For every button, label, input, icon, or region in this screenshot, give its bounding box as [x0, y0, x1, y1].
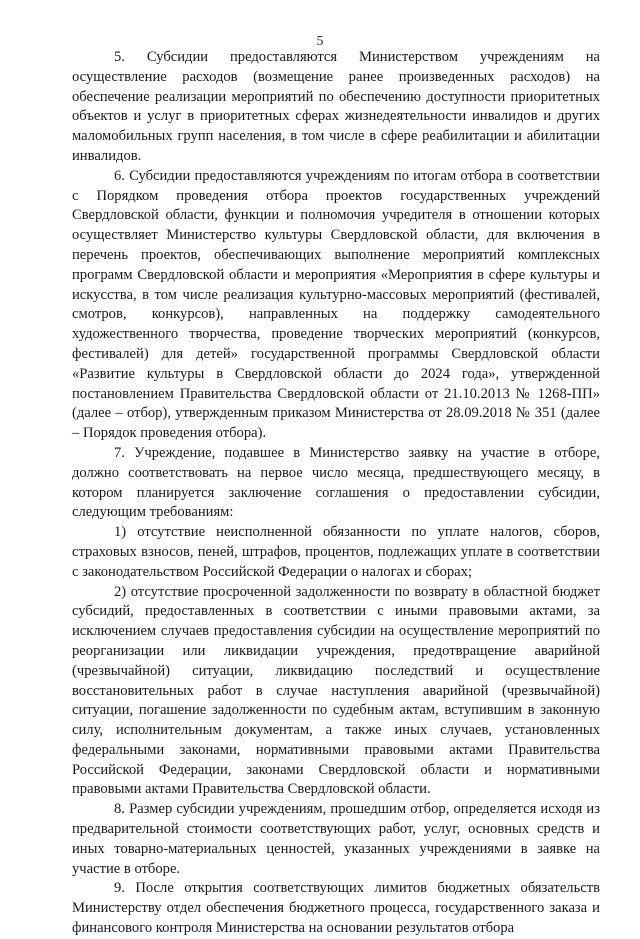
paragraph-8: 8. Размер субсидии учреждениям, прошедшим отбор, определяется исходя из предварительной стоимости соответствующих работ, услуг, основных средств и иных товарно-материальных ценностей, указанных учреждениями в заявке на участие в отборе.: [72, 801, 600, 877]
paragraph-7-item-2: 2) отсутствие просроченной задолженности по возврату в областной бюджет субсидий, предоставленных в соответствии с иными правовыми актами, за исключением случаев предоставления субсидии на осуществление мероприятий по реорганизации или ликвидации учреждения, предотвращение аварийной (чрезвычайной) ситуации, ликвидацию последствий и осуществление восстановительных работ в случае наступления аварийной (чрезвычайной) ситуации, погашение задолженности по судебным актам, вступившим в законную силу, исполнительным документам, а также иных случаев, установленных федеральными законами, нормативными правовыми актами Правительства Российской Федерации, законами Свердловской области и нормативными правовыми актами Правительства Свердловской области.: [72, 583, 600, 798]
paragraph-5: 5. Субсидии предоставляются Министерством учреждениям на осуществление расходов (возмещение ранее произведенных расходов) на обеспечение реализации мероприятий по обеспечению доступности приоритетных объектов и услуг в приоритетных сферах жизнедеятельности инвалидов и других маломобильных групп населения, в том числе в сфере реабилитации и абилитации инвалидов.: [72, 49, 600, 164]
paragraph-7-item-1: 1) отсутствие неисполненной обязанности по уплате налогов, сборов, страховых взносов, пеней, штрафов, процентов, подлежащих уплате в соответствии с законодательством Российской Федерации о налогах и сборах;: [72, 524, 600, 580]
paragraph-6: 6. Субсидии предоставляются учреждениям по итогам отбора в соответствии с Порядком проведения отбора проектов государственных учреждений Свердловской области, функции и полномочия учредителя в отношении которых осуществляет Министерство культуры Свердловской области, для включения в перечень проектов, обеспечивающих выполнение мероприятий комплексных программ Свердловской области и мероприятия «Мероприятия в сфере культуры и искусства, в том числе реализация культурно-массовых мероприятий (фестивалей, смотров, конкурсов), направленных на поддержку самодеятельного художественного творчества, проведение творческих мероприятий (конкурсов, фестивалей) для детей» государственной программы Свердловской области «Развитие культуры в Свердловской области до 2024 года», утвержденной постановлением Правительства Свердловской области от 21.10.2013 № 1268-ПП» (далее – отбор), утвержденным приказом Министерства от 28.09.2018 № 351 (далее – Порядок проведения отбора).: [72, 167, 600, 442]
paragraph-9: 9. После открытия соответствующих лимитов бюджетных обязательств Министерству отдел обеспечения бюджетного процесса, государственного заказа и финансового контроля Министерства на основании результатов отбора: [72, 880, 600, 937]
paragraph-7: 7. Учреждение, подавшее в Министерство заявку на участие в отборе, должно соответствовать на первое число месяца, предшествующего месяцу, в котором планируется заключение соглашения о предоставлении субсидии, следующим требованиям:: [72, 444, 600, 521]
page-number: 5: [316, 34, 324, 49]
document-body: [72, 48, 600, 939]
